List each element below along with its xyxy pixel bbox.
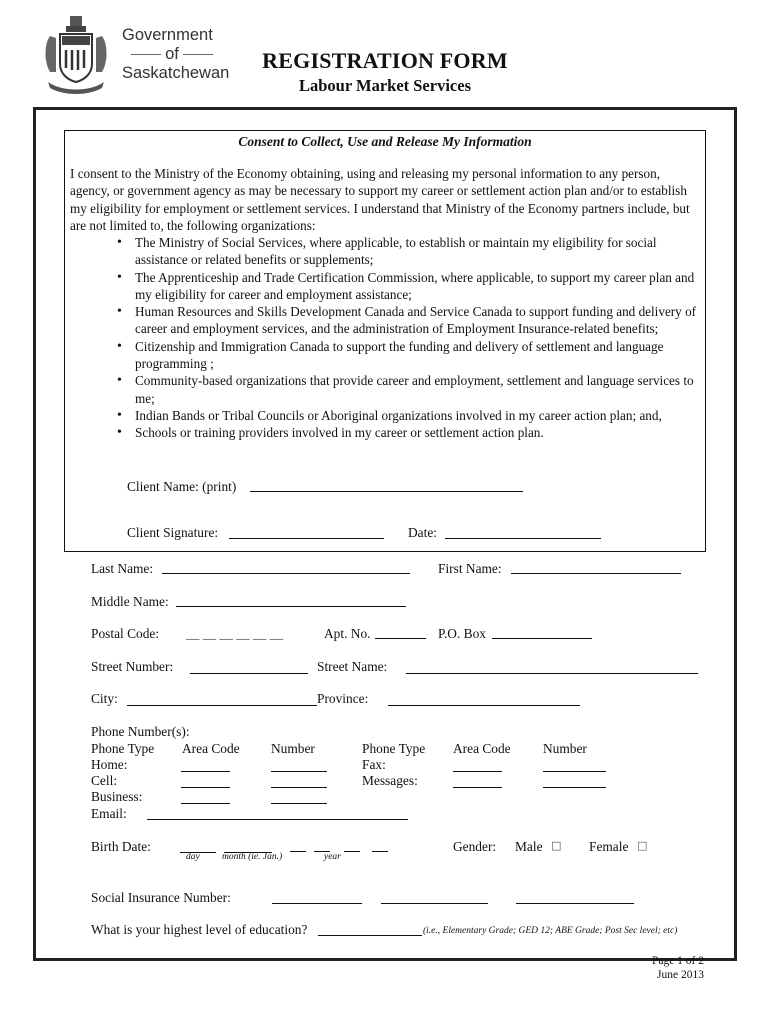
gender-label: Gender: bbox=[453, 839, 497, 854]
phone-type-header: Phone Type bbox=[91, 741, 155, 756]
consent-title: Consent to Collect, Use and Release My Information bbox=[238, 134, 532, 149]
phone-heading: Phone Number(s): bbox=[91, 724, 190, 739]
city-label: City: bbox=[91, 691, 118, 706]
client-signature-field[interactable] bbox=[229, 538, 384, 539]
client-signature-label: Client Signature: bbox=[127, 525, 219, 540]
birth-year-field[interactable] bbox=[344, 851, 360, 852]
client-name-label: Client Name: (print) bbox=[127, 479, 237, 494]
sin-field-2[interactable] bbox=[381, 903, 488, 904]
sin-label: Social Insurance Number: bbox=[91, 890, 231, 905]
street-name-field[interactable] bbox=[406, 673, 698, 674]
home-area-field[interactable] bbox=[181, 771, 230, 772]
birth-date-label: Birth Date: bbox=[91, 839, 151, 854]
client-name-field[interactable] bbox=[250, 491, 523, 492]
last-name-label: Last Name: bbox=[91, 561, 154, 576]
gov-of: of bbox=[165, 45, 179, 63]
education-field[interactable] bbox=[318, 935, 422, 936]
business-area-field[interactable] bbox=[181, 803, 230, 804]
province-label: Province: bbox=[317, 691, 369, 706]
postal-code-field[interactable]: __ __ __ __ __ __ bbox=[186, 626, 284, 641]
middle-name-label: Middle Name: bbox=[91, 594, 169, 609]
birth-year-field[interactable] bbox=[372, 851, 388, 852]
first-name-field[interactable] bbox=[511, 573, 681, 574]
consent-date-label: Date: bbox=[408, 525, 437, 540]
list-item: • The Apprenticeship and Trade Certification Commission, where applicable, to support my career plan and my eligibility for career and employment assistance; bbox=[113, 269, 703, 304]
consent-date-field[interactable] bbox=[445, 538, 601, 539]
male-checkbox[interactable]: □ bbox=[551, 839, 562, 852]
education-hint: (i.e., Elementary Grade; GED 12; ABE Grade; Post Sec level; etc) bbox=[423, 926, 678, 936]
birth-year-field[interactable] bbox=[290, 851, 306, 852]
po-box-field[interactable] bbox=[492, 638, 592, 639]
form-title: REGISTRATION FORM bbox=[262, 48, 508, 73]
business-number-field[interactable] bbox=[271, 803, 327, 804]
gov-line-1: Government bbox=[122, 26, 213, 44]
street-name-label: Street Name: bbox=[317, 659, 388, 674]
cell-area-field[interactable] bbox=[181, 787, 230, 788]
month-hint: month (ie. Jan.) bbox=[222, 852, 283, 862]
consent-bullet-list bbox=[113, 234, 703, 442]
female-label: Female bbox=[589, 839, 629, 854]
cell-number-field[interactable] bbox=[271, 787, 327, 788]
year-hint: year bbox=[324, 852, 341, 862]
form-heading bbox=[0, 48, 770, 96]
cell-label: Cell: bbox=[91, 773, 118, 788]
email-field[interactable] bbox=[147, 819, 408, 820]
list-item: • The Ministry of Social Services, where applicable, to establish or maintain my eligibility for social assistance or related benefits or supplements; bbox=[113, 234, 703, 269]
page-footer bbox=[600, 954, 704, 982]
fax-label: Fax: bbox=[362, 757, 386, 772]
form-subtitle: Labour Market Services bbox=[298, 76, 471, 95]
number-header-2: Number bbox=[543, 741, 587, 756]
list-item: • Schools or training providers involved in my career or settlement action plan. bbox=[113, 424, 703, 441]
last-name-field[interactable] bbox=[162, 573, 410, 574]
city-field[interactable] bbox=[127, 705, 317, 706]
sin-field-3[interactable] bbox=[516, 903, 634, 904]
apt-no-field[interactable] bbox=[375, 638, 426, 639]
apt-no-label: Apt. No. bbox=[324, 626, 371, 641]
postal-code-label: Postal Code: bbox=[91, 626, 160, 641]
fax-area-field[interactable] bbox=[453, 771, 502, 772]
email-label: Email: bbox=[91, 806, 127, 821]
revision-date: June 2013 bbox=[657, 969, 704, 981]
street-number-label: Street Number: bbox=[91, 659, 174, 674]
gov-line-3: Saskatchewan bbox=[122, 64, 230, 82]
list-item: • Human Resources and Skills Development Canada and Service Canada to support funding and delivery of career and employment services, and the administration of Employment Insurance-related benefits; bbox=[113, 303, 703, 338]
list-item: • Indian Bands or Tribal Councils or Aboriginal organizations involved in my career action plan; and, bbox=[113, 407, 703, 424]
area-code-header-2: Area Code bbox=[453, 741, 511, 756]
messages-label: Messages: bbox=[362, 773, 418, 788]
phone-type-header-2: Phone Type bbox=[362, 741, 426, 756]
page-number: Page 1 of 2 bbox=[651, 955, 704, 967]
sin-field-1[interactable] bbox=[272, 903, 362, 904]
home-number-field[interactable] bbox=[271, 771, 327, 772]
province-field[interactable] bbox=[388, 705, 580, 706]
business-label: Business: bbox=[91, 789, 143, 804]
day-hint: day bbox=[186, 852, 200, 862]
street-number-field[interactable] bbox=[190, 673, 308, 674]
po-box-label: P.O. Box bbox=[438, 626, 486, 641]
first-name-label: First Name: bbox=[438, 561, 502, 576]
middle-name-field[interactable] bbox=[176, 606, 406, 607]
list-item: • Community-based organizations that provide career and employment, settlement and language services to me; bbox=[113, 372, 703, 407]
number-header: Number bbox=[271, 741, 315, 756]
male-label: Male bbox=[515, 839, 543, 854]
messages-number-field[interactable] bbox=[543, 787, 606, 788]
list-item: • Citizenship and Immigration Canada to support the funding and delivery of settlement and language programming ; bbox=[113, 338, 703, 373]
fax-number-field[interactable] bbox=[543, 771, 606, 772]
female-checkbox[interactable]: □ bbox=[637, 839, 648, 852]
messages-area-field[interactable] bbox=[453, 787, 502, 788]
education-question: What is your highest level of education? bbox=[91, 922, 308, 937]
home-label: Home: bbox=[91, 757, 128, 772]
area-code-header: Area Code bbox=[182, 741, 240, 756]
consent-paragraph: I consent to the Ministry of the Economy obtaining, using and releasing my personal information to any person, agency, or government agency as may be necessary to support my career or settlement action plan and/or to establish my eligibility for employment or settlement services. I understand that Ministry of the Economy partners include, but are not limited to, the following organizations: bbox=[70, 166, 690, 233]
